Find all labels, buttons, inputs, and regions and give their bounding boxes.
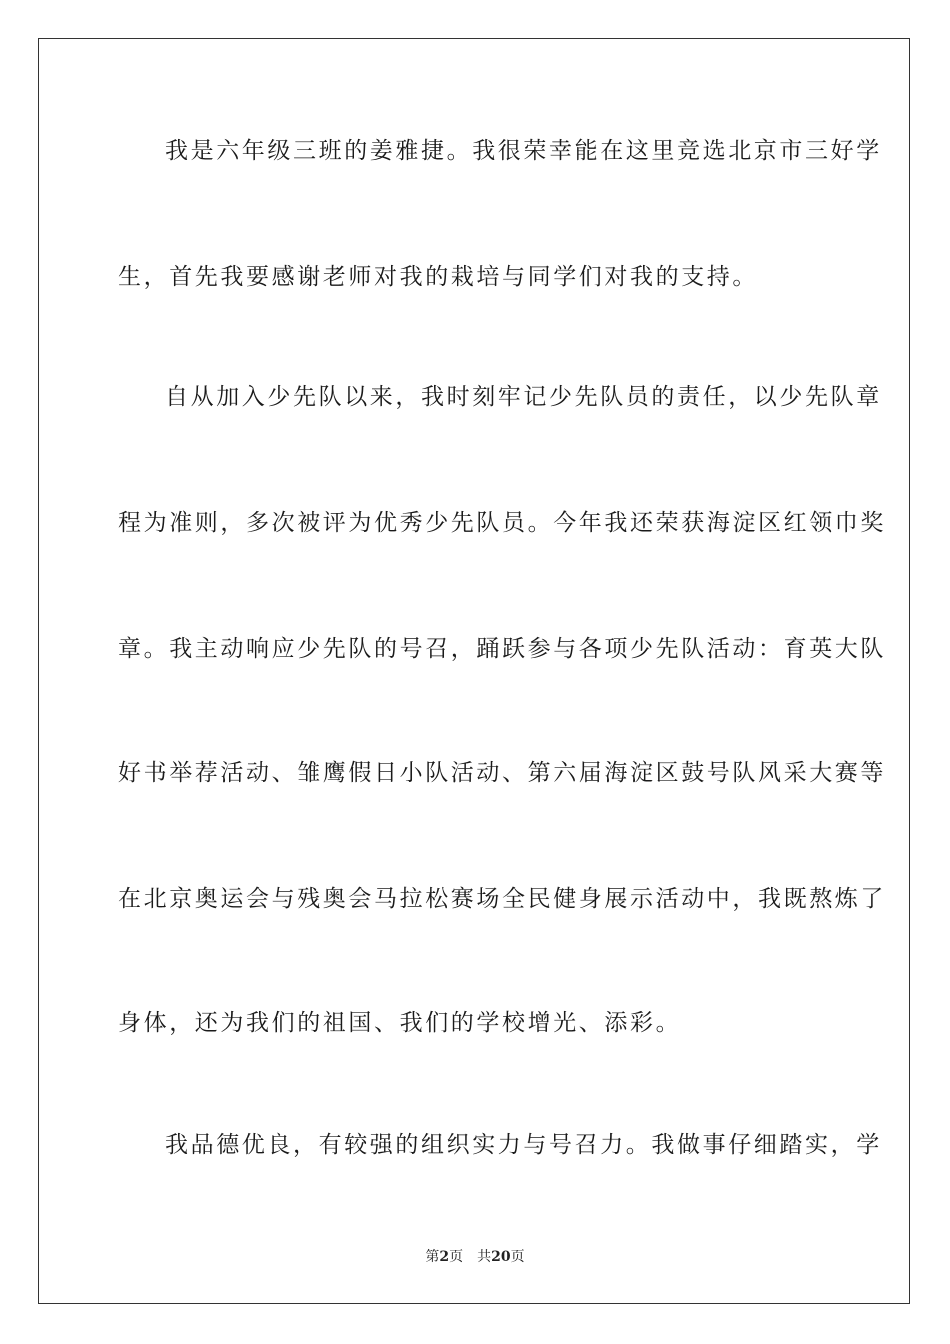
- paragraph-2-line-4: 好书举荐活动、雏鹰假日小队活动、第六届海淀区鼓号队风采大赛等: [118, 760, 886, 786]
- paragraph-2-line-1: 自从加入少先队以来，我时刻牢记少先队员的责任，以少先队章: [165, 384, 882, 410]
- total-pages: 20: [491, 1249, 511, 1265]
- paragraph-2-line-2: 程为准则，多次被评为优秀少先队员。今年我还荣获海淀区红领巾奖: [118, 510, 886, 536]
- page-number: 2: [439, 1249, 450, 1265]
- total-prefix: 共: [477, 1249, 492, 1265]
- paragraph-1-line-2: 生，首先我要感谢老师对我的栽培与同学们对我的支持。: [118, 264, 758, 290]
- page-suffix: 页: [449, 1249, 464, 1265]
- paragraph-1-line-1: 我是六年级三班的姜雅捷。我很荣幸能在这里竞选北京市三好学: [165, 138, 882, 164]
- paragraph-2-line-5: 在北京奥运会与残奥会马拉松赛场全民健身展示活动中，我既熬炼了: [118, 886, 886, 912]
- page-footer: [0, 1248, 950, 1266]
- paragraph-3-line-1: 我品德优良，有较强的组织实力与号召力。我做事仔细踏实，学: [165, 1132, 882, 1158]
- total-suffix: 页: [510, 1249, 525, 1265]
- paragraph-2-line-6: 身体，还为我们的祖国、我们的学校增光、添彩。: [118, 1010, 682, 1036]
- page-border: [38, 38, 910, 1304]
- paragraph-2-line-3: 章。我主动响应少先队的号召，踊跃参与各项少先队活动：育英大队: [118, 636, 886, 662]
- page-prefix: 第: [425, 1249, 440, 1265]
